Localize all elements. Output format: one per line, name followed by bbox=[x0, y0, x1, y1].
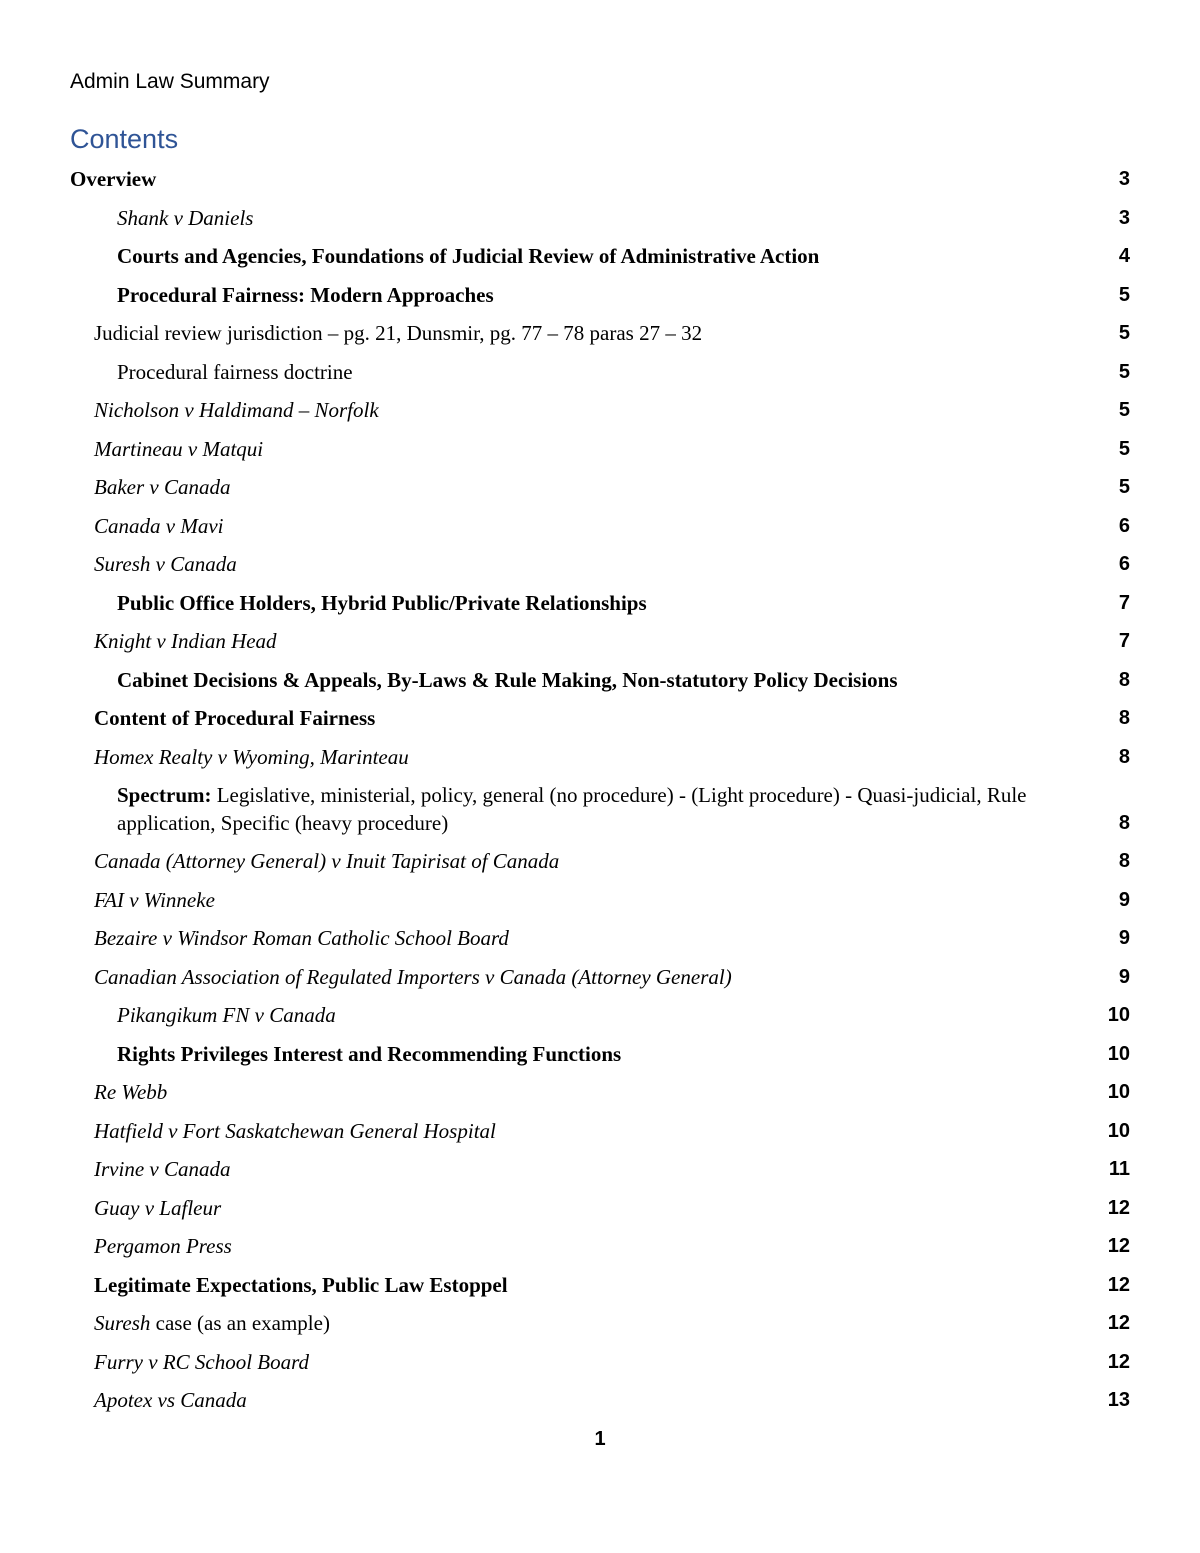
document-title: Admin Law Summary bbox=[70, 70, 270, 93]
page-number: 1 bbox=[594, 1428, 606, 1450]
toc-entry-label bbox=[117, 781, 1070, 837]
toc-entry-label: FAI v Winneke bbox=[94, 887, 215, 912]
toc-entry-page: 6 bbox=[1118, 514, 1130, 537]
toc-entry[interactable] bbox=[70, 165, 1130, 204]
toc-entry-label: Guay v Lafleur bbox=[94, 1195, 222, 1220]
toc-entry-page: 12 bbox=[1107, 1312, 1130, 1334]
toc-entry[interactable] bbox=[70, 1386, 1130, 1425]
toc-entry[interactable] bbox=[70, 512, 1130, 551]
toc-entry-lead: Suresh bbox=[94, 1311, 151, 1335]
toc-entry-label: Rights Privileges Interest and Recommending Functions bbox=[117, 1041, 622, 1066]
toc-entry[interactable] bbox=[70, 435, 1130, 474]
toc-entry-label bbox=[94, 1309, 1070, 1337]
toc-entry[interactable] bbox=[70, 1078, 1130, 1117]
toc-entry[interactable] bbox=[70, 847, 1130, 886]
toc-entry-page: 11 bbox=[1108, 1158, 1130, 1180]
toc-entry[interactable] bbox=[70, 743, 1130, 782]
toc-entry-label: Overview bbox=[70, 167, 157, 191]
toc-entry-page: 5 bbox=[1118, 476, 1130, 498]
toc-entry-page: 8 bbox=[1118, 707, 1130, 729]
toc-entry-page: 10 bbox=[1107, 1119, 1130, 1142]
toc-entry[interactable] bbox=[70, 1155, 1130, 1194]
toc-entry[interactable] bbox=[70, 589, 1130, 628]
toc-entry-label: Procedural fairness doctrine bbox=[117, 359, 353, 384]
toc-entry-page: 6 bbox=[1118, 553, 1130, 575]
toc-entry[interactable] bbox=[70, 358, 1130, 397]
toc-entry-label: Courts and Agencies, Foundations of Judicial Review of Administrative Action bbox=[117, 244, 820, 268]
toc-entry-page: 8 bbox=[1118, 812, 1130, 834]
toc-entry-label: Nicholson v Haldimand – Norfolk bbox=[94, 398, 379, 422]
toc-entry-text: case (as an example) bbox=[150, 1311, 330, 1335]
toc-entry[interactable] bbox=[70, 781, 1130, 847]
toc-entry-label: Irvine v Canada bbox=[94, 1157, 231, 1181]
toc-entry-page: 4 bbox=[1118, 245, 1130, 267]
toc-entry-page: 12 bbox=[1107, 1235, 1130, 1257]
toc-entry-label: Pergamon Press bbox=[94, 1234, 232, 1258]
toc-entry-label: Baker v Canada bbox=[94, 475, 231, 499]
toc-entry[interactable] bbox=[70, 627, 1130, 666]
toc-entry-label: Homex Realty v Wyoming, Marinteau bbox=[94, 744, 409, 769]
toc-entry[interactable] bbox=[70, 1271, 1130, 1310]
toc-entry[interactable] bbox=[70, 473, 1130, 512]
toc-entry-page: 8 bbox=[1118, 850, 1130, 872]
toc-entry-label: Bezaire v Windsor Roman Catholic School Board bbox=[94, 926, 509, 950]
toc-entry-page: 9 bbox=[1118, 965, 1130, 988]
toc-entry-label: Judicial review jurisdiction – pg. 21, Dunsmir, pg. 77 – 78 paras 27 – 32 bbox=[94, 321, 703, 345]
toc-entry[interactable] bbox=[70, 963, 1130, 1002]
toc-entry-label: Canada v Mavi bbox=[94, 513, 224, 538]
toc-entry-page: 12 bbox=[1107, 1273, 1130, 1296]
toc-entry-page: 12 bbox=[1107, 1350, 1130, 1373]
toc-entry[interactable] bbox=[70, 924, 1130, 963]
toc-entry-page: 7 bbox=[1118, 591, 1130, 614]
table-of-contents bbox=[70, 165, 1130, 1425]
toc-entry[interactable] bbox=[70, 281, 1130, 320]
toc-entry[interactable] bbox=[70, 204, 1130, 243]
toc-entry[interactable] bbox=[70, 396, 1130, 435]
contents-heading: Contents bbox=[70, 124, 179, 154]
toc-entry-page: 9 bbox=[1118, 888, 1130, 911]
toc-entry-page: 9 bbox=[1118, 927, 1130, 949]
toc-entry-page: 8 bbox=[1118, 668, 1130, 691]
toc-entry-label: Canadian Association of Regulated Importers v Canada (Attorney General) bbox=[94, 964, 732, 989]
toc-entry[interactable] bbox=[70, 550, 1130, 589]
toc-entry-page: 5 bbox=[1118, 437, 1130, 460]
toc-entry-page: 10 bbox=[1107, 1004, 1130, 1026]
toc-entry-label: Cabinet Decisions & Appeals, By-Laws & Rule Making, Non-statutory Policy Decisions bbox=[117, 667, 898, 692]
toc-entry-label: Pikangikum FN v Canada bbox=[117, 1003, 336, 1027]
toc-entry[interactable] bbox=[70, 1001, 1130, 1040]
toc-entry-page: 10 bbox=[1107, 1042, 1130, 1065]
toc-entry-page: 7 bbox=[1118, 630, 1130, 652]
toc-entry-label: Apotex vs Canada bbox=[94, 1388, 247, 1412]
toc-entry[interactable] bbox=[70, 319, 1130, 358]
toc-entry-label: Knight v Indian Head bbox=[94, 629, 277, 653]
toc-entry-label: Furry v RC School Board bbox=[94, 1349, 310, 1374]
toc-entry-label: Content of Procedural Fairness bbox=[94, 706, 376, 730]
toc-entry[interactable] bbox=[70, 704, 1130, 743]
toc-entry-label: Legitimate Expectations, Public Law Estoppel bbox=[94, 1272, 508, 1297]
toc-entry-page: 5 bbox=[1118, 283, 1130, 306]
toc-entry-page: 3 bbox=[1118, 206, 1130, 229]
toc-entry-label: Canada (Attorney General) v Inuit Tapirisat of Canada bbox=[94, 849, 560, 873]
toc-entry-page: 5 bbox=[1118, 399, 1130, 421]
toc-entry-page: 5 bbox=[1118, 322, 1130, 344]
toc-entry[interactable] bbox=[70, 1309, 1130, 1348]
toc-entry-page: 8 bbox=[1118, 745, 1130, 768]
toc-entry-page: 10 bbox=[1107, 1081, 1130, 1103]
toc-entry-lead: Spectrum: bbox=[117, 783, 212, 807]
toc-entry-text: Legislative, ministerial, policy, general (no procedure) - (Light procedure) - Quasi-judicial, Rule application, Specific (heavy procedure) bbox=[117, 783, 1027, 835]
toc-entry-label: Re Webb bbox=[94, 1080, 168, 1104]
toc-entry[interactable] bbox=[70, 886, 1130, 925]
toc-entry-label: Suresh v Canada bbox=[94, 552, 237, 576]
toc-entry-page: 5 bbox=[1118, 360, 1130, 383]
toc-entry[interactable] bbox=[70, 242, 1130, 281]
toc-entry[interactable] bbox=[70, 1040, 1130, 1079]
toc-entry-label: Procedural Fairness: Modern Approaches bbox=[117, 282, 494, 307]
toc-entry-label: Hatfield v Fort Saskatchewan General Hospital bbox=[94, 1118, 496, 1143]
toc-entry[interactable] bbox=[70, 1232, 1130, 1271]
toc-entry-label: Shank v Daniels bbox=[117, 205, 254, 230]
toc-entry-page: 13 bbox=[1107, 1389, 1130, 1411]
toc-entry-page: 12 bbox=[1107, 1196, 1130, 1219]
toc-entry-label: Public Office Holders, Hybrid Public/Private Relationships bbox=[117, 590, 647, 615]
toc-entry[interactable] bbox=[70, 1348, 1130, 1387]
toc-entry[interactable] bbox=[70, 1194, 1130, 1233]
toc-entry-page: 3 bbox=[1118, 168, 1130, 190]
toc-entry-label: Martineau v Matqui bbox=[94, 436, 264, 461]
toc-entry[interactable] bbox=[70, 1117, 1130, 1156]
toc-entry[interactable] bbox=[70, 666, 1130, 705]
